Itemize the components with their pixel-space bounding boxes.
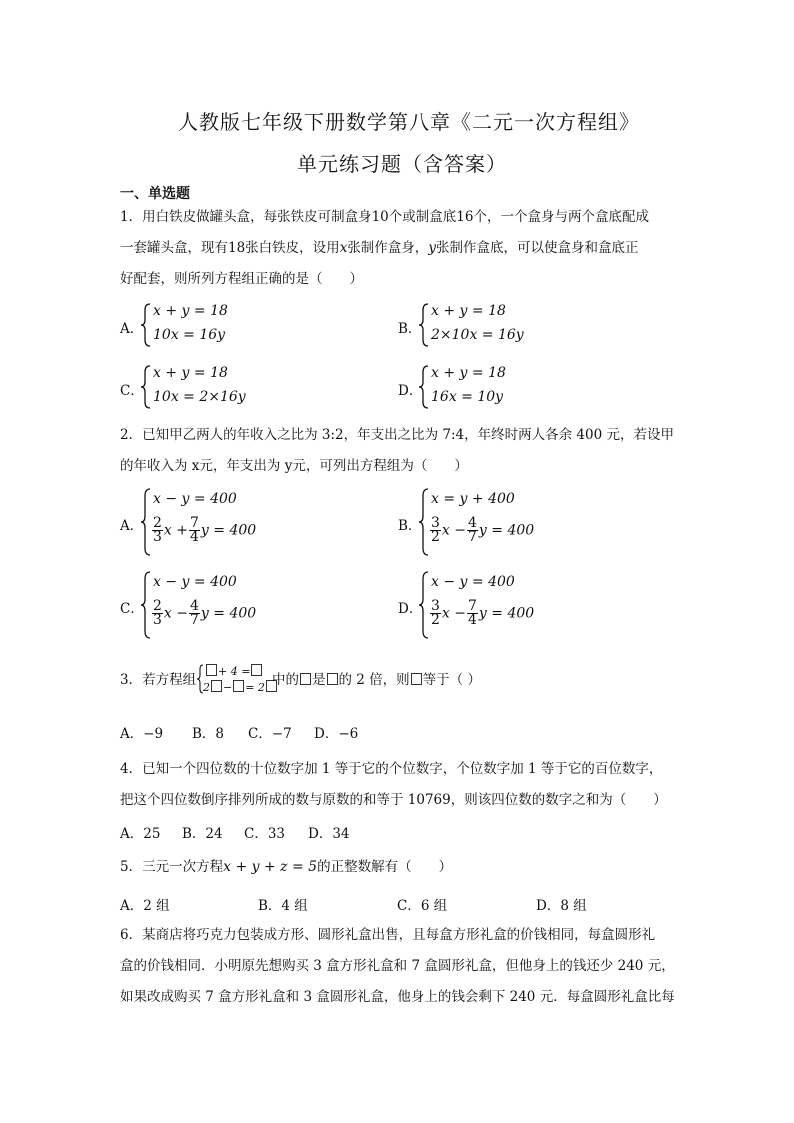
q3-suffix: 中的 是 的 2 倍，则 等于（ ） xyxy=(272,672,481,688)
placeholder-symbol-icon xyxy=(251,664,262,676)
fraction: $\frac{7}{4}$ xyxy=(468,598,477,628)
q2-option-a[interactable] xyxy=(120,487,360,557)
q1-line3: 好配套，则所列方程组正确的是（ ） xyxy=(120,271,363,287)
q5-equation: x + y + z = 5 xyxy=(223,859,318,875)
brace-icon xyxy=(418,364,430,410)
q4-option-d[interactable]: D．34 xyxy=(308,826,350,842)
fraction: $\frac{2}{3}$ xyxy=(153,598,162,628)
placeholder-symbol-icon xyxy=(211,680,222,692)
q2-option-d-eq1: x − y = 400 xyxy=(431,574,515,590)
q1-option-a[interactable] xyxy=(120,302,320,348)
document-title-line2: 单元练习题（含答案） xyxy=(297,152,507,176)
q1-var-y: y xyxy=(428,240,436,256)
q3-prefix: 3．若方程组 xyxy=(120,672,197,688)
q2-option-b-label: B． xyxy=(398,518,422,534)
q1-option-c-eq1: x + y = 18 xyxy=(153,365,228,381)
q3-eq1: + 4 = xyxy=(205,664,263,678)
q1-option-d-label: D． xyxy=(398,383,423,399)
q5-prefix: 5．三元一次方程 xyxy=(120,859,224,875)
q3-option-d[interactable]: D．−6 xyxy=(314,726,359,742)
q1-option-c-label: C． xyxy=(120,383,144,399)
brace-icon xyxy=(418,302,430,348)
placeholder-symbol-icon xyxy=(206,664,217,676)
q3-eq2: 2 − = 2 xyxy=(203,680,278,694)
q5-option-a[interactable]: A．2 组 xyxy=(120,898,170,914)
section-heading: 一、单选题 xyxy=(120,186,190,202)
q5-line xyxy=(120,860,452,874)
placeholder-symbol-icon xyxy=(327,673,338,685)
q5-option-d[interactable]: D．8 组 xyxy=(536,898,587,914)
q1-option-a-label: A． xyxy=(120,321,144,337)
q3-option-c[interactable]: C．−7 xyxy=(248,726,292,742)
q4-option-c[interactable]: C．33 xyxy=(244,826,286,842)
fraction: $\frac{4}{7}$ xyxy=(468,515,477,545)
q1-option-b-eq2: 2×10x = 16y xyxy=(431,327,524,343)
q6-line3: 如果改成购买 7 盒方形礼盒和 3 盒圆形礼盒，他身上的钱会剩下 240 元．每盒圆形礼盒比每 xyxy=(120,989,675,1005)
q2-option-c[interactable] xyxy=(120,570,360,640)
q3-option-b[interactable]: B．8 xyxy=(192,726,225,742)
q2-option-a-eq2: $\frac{2}{3}$ x + $\frac{7}{4}$ y = 400 xyxy=(153,515,257,545)
q1-option-b-label: B． xyxy=(398,321,422,337)
placeholder-symbol-icon xyxy=(411,673,422,685)
fraction: $\frac{3}{2}$ xyxy=(431,598,440,628)
q2-option-b-eq2: $\frac{3}{2}$ x − $\frac{4}{7}$ y = 400 xyxy=(431,515,535,545)
brace-icon xyxy=(140,364,152,410)
q1-option-d-eq1: x + y = 18 xyxy=(431,365,506,381)
q1-option-a-eq2: 10x = 16y xyxy=(153,327,226,343)
q2-option-a-eq1: x − y = 400 xyxy=(153,491,237,507)
q1-option-b-eq1: x + y = 18 xyxy=(431,303,506,319)
q1-line2-a: 一套罐头盒，现有18张白铁皮，设用 xyxy=(120,240,340,256)
q1-option-b[interactable] xyxy=(398,302,598,348)
document-title-line1: 人教版七年级下册数学第八章《二元一次方程组》 xyxy=(178,110,640,134)
q1-line1: 1．用白铁皮做罐头盒，每张铁皮可制盒身10个或制盒底16个，一个盒身与两个盒底配成 xyxy=(120,209,649,225)
fraction: $\frac{2}{3}$ xyxy=(153,515,162,545)
q1-line2-b: 张制作盒身， xyxy=(347,240,429,256)
q2-option-d-label: D． xyxy=(398,601,423,617)
q2-line1: 2．已知甲乙两人的年收入之比为 3:2，年支出之比为 7:4，年终时两人各余 400 元，若设甲 xyxy=(120,427,674,443)
q2-option-a-label: A． xyxy=(120,518,144,534)
q5-option-c[interactable]: C．6 组 xyxy=(397,898,448,914)
q6-line1: 6．某商店将巧克力包装成方形、圆形礼盒出售，且每盒方形礼盒的价钱相同，每盒圆形礼 xyxy=(120,927,656,943)
q1-line2-c: 张制作盒底，可以使盒身和盒底正 xyxy=(435,240,639,256)
q3-option-a[interactable]: A．−9 xyxy=(120,726,164,742)
q6-line2: 盒的价钱相同．小明原先想购买 3 盒方形礼盒和 7 盒圆形礼盒，但他身上的钱还少 240 元， xyxy=(120,958,675,974)
q2-option-b-eq1: x = y + 400 xyxy=(431,491,515,507)
q1-line2 xyxy=(120,241,638,255)
fraction: $\frac{7}{4}$ xyxy=(190,515,199,545)
q1-option-d[interactable] xyxy=(398,364,598,410)
q1-option-c-eq2: 10x = 2×16y xyxy=(153,389,246,405)
placeholder-symbol-icon xyxy=(300,673,311,685)
placeholder-symbol-icon xyxy=(233,680,244,692)
q4-line2: 把这个四位数倒序排列所成的数与原数的和等于 10769，则该四位数的数字之和为（ ） xyxy=(120,792,667,808)
q4-option-a[interactable]: A．25 xyxy=(120,826,161,842)
q4-option-b[interactable]: B．24 xyxy=(182,826,223,842)
q5-suffix: 的正整数解有（ ） xyxy=(317,859,453,875)
q2-option-c-eq2: $\frac{2}{3}$ x − $\frac{4}{7}$ y = 400 xyxy=(153,598,257,628)
q1-option-c[interactable] xyxy=(120,364,320,410)
q2-option-d-eq2: $\frac{3}{2}$ x − $\frac{7}{4}$ y = 400 xyxy=(431,598,535,628)
q2-line2: 的年收入为 x元，年支出为 y元，可列出方程组为（ ） xyxy=(120,458,468,474)
q2-option-d[interactable] xyxy=(398,570,638,640)
q2-option-b[interactable] xyxy=(398,487,638,557)
q2-option-c-label: C． xyxy=(120,601,144,617)
q1-var-x: x xyxy=(339,240,348,256)
q1-option-d-eq2: 16x = 10y xyxy=(431,389,504,405)
q1-option-a-eq1: x + y = 18 xyxy=(153,303,228,319)
q4-line1: 4．已知一个四位数的十位数字加 1 等于它的个位数字，个位数字加 1 等于它的百位数字， xyxy=(120,761,663,777)
q5-option-b[interactable]: B．4 组 xyxy=(258,898,308,914)
q2-option-c-eq1: x − y = 400 xyxy=(153,574,237,590)
fraction: $\frac{4}{7}$ xyxy=(190,598,199,628)
brace-icon xyxy=(140,302,152,348)
fraction: $\frac{3}{2}$ xyxy=(431,515,440,545)
